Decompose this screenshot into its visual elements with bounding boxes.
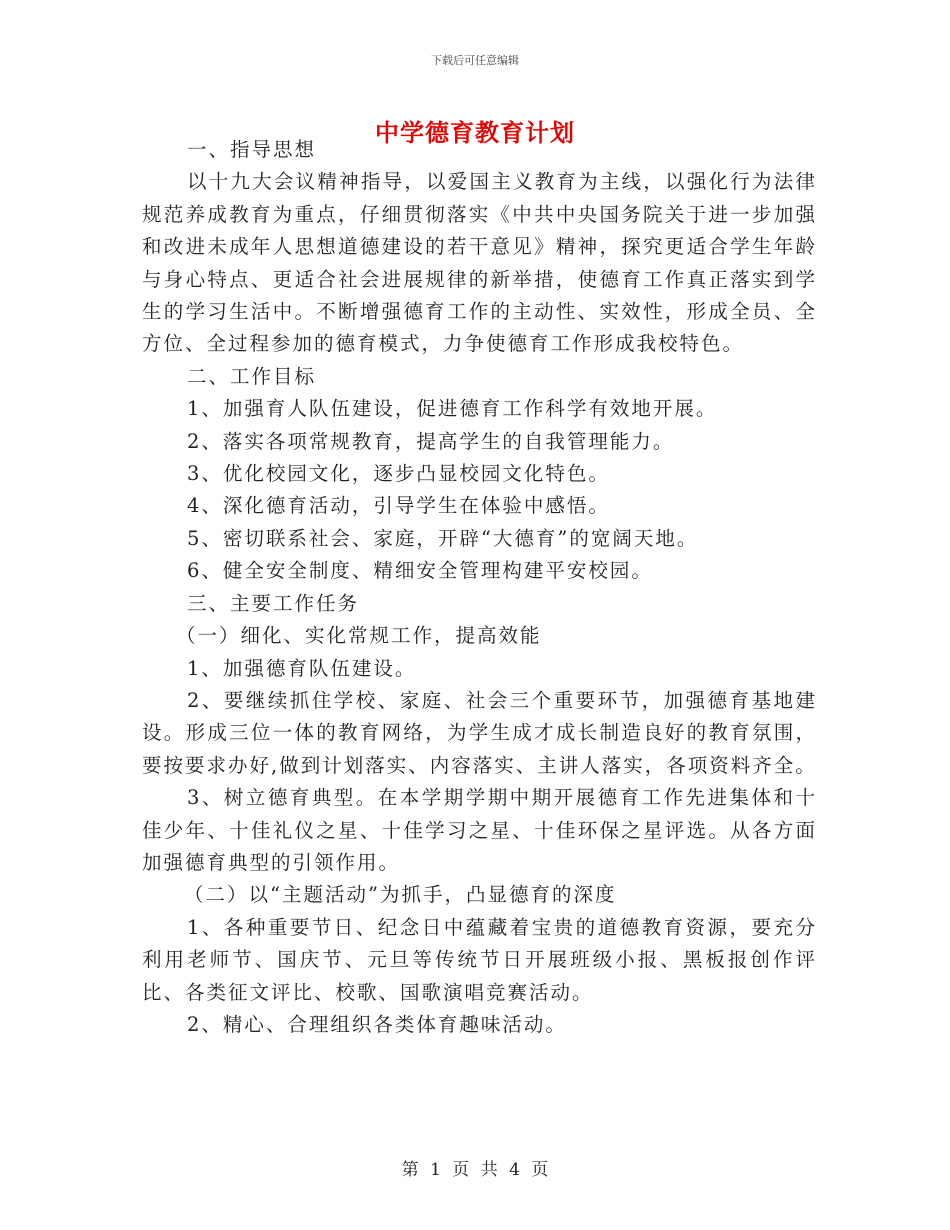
activity-item-1: 1、各种重要节日、纪念日中蕴藏着宝贵的道德教育资源，要充分利用老师节、国庆节、元旦等传统节日开展班级小报、黑板报创作评比、各类征文评比、校歌、国歌演唱竞赛活动。 (142, 915, 817, 1004)
task-item-1: 1、加强德育队伍建设。 (187, 656, 417, 680)
subsection-heading-routine-work: （一）细化、实化常规工作，提高效能 (176, 624, 542, 648)
activity-item-2: 2、精心、合理组织各类体育趣味活动。 (187, 1012, 567, 1036)
paragraph-guiding-ideology: 以十九大会议精神指导，以爱国主义教育为主线，以强化行为法律规范养成教育为重点，仔细贯彻落实《中共中央国务院关于进一步加强和改进未成年人思想道德建设的若干意见》精神，探究更适合学生年龄与身心特点、更适合社会进展规律的新举措，使德育工作真正落实到学生的学习生活中。不断增强德育工作的主动性、实效性，形成全员、全方位、全过程参加的德育模式，力争使德育工作形成我校特色。 (142, 170, 817, 356)
goal-item-5: 5、密切联系社会、家庭，开辟“大德育”的宽阔天地。 (187, 526, 699, 550)
section-heading-work-goals: 二、工作目标 (187, 364, 317, 388)
page-header-note: 下载后可任意编辑 (431, 54, 519, 67)
page-number: 第 1 页 共 4 页 (401, 1160, 549, 1180)
goal-item-3: 3、优化校园文化，逐步凸显校园文化特色。 (187, 462, 610, 486)
document-title: 中学德育教育计划 (375, 119, 575, 147)
goal-item-4: 4、深化德育活动，引导学生在体验中感悟。 (187, 494, 610, 518)
goal-item-1: 1、加强育人队伍建设，促进德育工作科学有效地开展。 (187, 397, 718, 421)
goal-item-6: 6、健全安全制度、精细安全管理构建平安校园。 (187, 559, 653, 583)
subsection-heading-theme-activities: （二）以“主题活动”为抓手，凸显德育的深度 (184, 883, 617, 907)
section-heading-guiding-ideology: 一、指导思想 (187, 138, 317, 161)
section-heading-main-tasks: 三、主要工作任务 (187, 591, 360, 615)
goal-item-2: 2、落实各项常规教育，提高学生的自我管理能力。 (187, 429, 675, 453)
document-body (142, 134, 817, 1041)
task-item-3: 3、树立德育典型。在本学期学期中期开展德育工作先进集体和十佳少年、十佳礼仪之星、十佳学习之星、十佳环保之星评选。从各方面加强德育典型的引领作用。 (142, 786, 817, 874)
task-item-2: 2、要继续抓住学校、家庭、社会三个重要环节，加强德育基地建设。形成三位一体的教育网络，为学生成才成长制造良好的教育氛围，要按要求办好,做到计划落实、内容落实、主讲人落实，各项资料齐全。 (142, 688, 817, 777)
